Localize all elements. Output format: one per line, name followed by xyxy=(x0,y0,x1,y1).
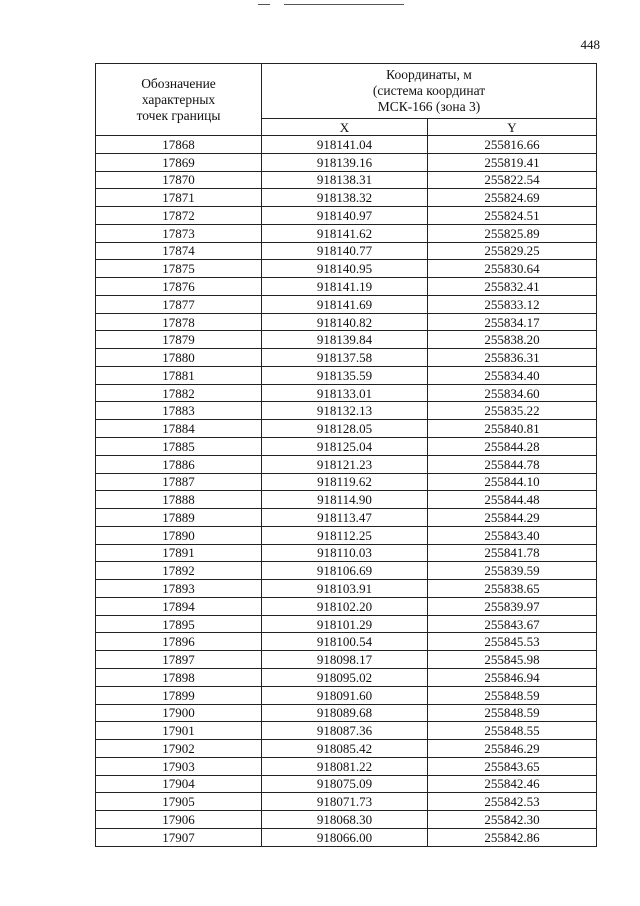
table-row xyxy=(96,171,597,189)
table-row xyxy=(96,295,597,313)
y-coordinate-cell: 255833.12 xyxy=(428,295,597,313)
y-coordinate-cell: 255824.51 xyxy=(428,207,597,225)
point-id-cell: 17870 xyxy=(96,171,262,189)
x-coordinate-cell: 918138.31 xyxy=(262,171,428,189)
point-id-cell: 17889 xyxy=(96,509,262,527)
table-row xyxy=(96,136,597,154)
y-coordinate-cell: 255834.17 xyxy=(428,313,597,331)
x-coordinate-cell: 918141.19 xyxy=(262,278,428,296)
x-coordinate-cell: 918075.09 xyxy=(262,775,428,793)
y-coordinate-cell: 255842.53 xyxy=(428,793,597,811)
point-id-cell: 17896 xyxy=(96,633,262,651)
point-id-cell: 17901 xyxy=(96,722,262,740)
y-coordinate-cell: 255844.29 xyxy=(428,509,597,527)
y-coordinate-cell: 255839.59 xyxy=(428,562,597,580)
point-id-cell: 17903 xyxy=(96,757,262,775)
point-id-cell: 17891 xyxy=(96,544,262,562)
y-coordinate-cell: 255835.22 xyxy=(428,402,597,420)
table-row xyxy=(96,313,597,331)
table-row xyxy=(96,775,597,793)
y-coordinate-cell: 255843.67 xyxy=(428,615,597,633)
table-row xyxy=(96,597,597,615)
y-coordinate-cell: 255845.98 xyxy=(428,651,597,669)
point-id-cell: 17899 xyxy=(96,686,262,704)
table-row xyxy=(96,686,597,704)
point-id-cell: 17900 xyxy=(96,704,262,722)
table-row xyxy=(96,704,597,722)
point-id-cell: 17874 xyxy=(96,242,262,260)
table-row xyxy=(96,580,597,598)
table-row xyxy=(96,420,597,438)
y-coordinate-cell: 255844.48 xyxy=(428,491,597,509)
point-id-cell: 17873 xyxy=(96,224,262,242)
point-id-cell: 17892 xyxy=(96,562,262,580)
top-rule-right xyxy=(284,4,404,5)
table-row xyxy=(96,757,597,775)
y-coordinate-cell: 255839.97 xyxy=(428,597,597,615)
x-coordinate-cell: 918113.47 xyxy=(262,509,428,527)
x-coordinate-cell: 918081.22 xyxy=(262,757,428,775)
table-row xyxy=(96,615,597,633)
table-row xyxy=(96,473,597,491)
table-row xyxy=(96,260,597,278)
table-row xyxy=(96,651,597,669)
point-id-cell: 17872 xyxy=(96,207,262,225)
table-row xyxy=(96,242,597,260)
y-coordinate-cell: 255844.78 xyxy=(428,455,597,473)
x-coordinate-cell: 918101.29 xyxy=(262,615,428,633)
point-id-cell: 17907 xyxy=(96,828,262,846)
point-id-cell: 17895 xyxy=(96,615,262,633)
table-row xyxy=(96,740,597,758)
y-coordinate-cell: 255824.69 xyxy=(428,189,597,207)
x-coordinate-cell: 918071.73 xyxy=(262,793,428,811)
point-id-cell: 17869 xyxy=(96,153,262,171)
point-id-cell: 17905 xyxy=(96,793,262,811)
x-coordinate-cell: 918110.03 xyxy=(262,544,428,562)
point-id-cell: 17894 xyxy=(96,597,262,615)
y-coordinate-cell: 255842.30 xyxy=(428,811,597,829)
x-coordinate-cell: 918114.90 xyxy=(262,491,428,509)
point-id-cell: 17871 xyxy=(96,189,262,207)
point-id-cell: 17877 xyxy=(96,295,262,313)
page-number: 448 xyxy=(580,37,600,52)
y-coordinate-cell: 255843.65 xyxy=(428,757,597,775)
point-id-cell: 17904 xyxy=(96,775,262,793)
point-id-cell: 17884 xyxy=(96,420,262,438)
x-coordinate-cell: 918140.82 xyxy=(262,313,428,331)
y-coordinate-cell: 255844.10 xyxy=(428,473,597,491)
table-row xyxy=(96,793,597,811)
point-id-cell: 17906 xyxy=(96,811,262,829)
table-body xyxy=(96,136,597,847)
table-row xyxy=(96,828,597,846)
x-coordinate-cell: 918121.23 xyxy=(262,455,428,473)
y-coordinate-cell: 255838.65 xyxy=(428,580,597,598)
table-row xyxy=(96,491,597,509)
coordinates-header: Координаты, м (система координат МСК-166 (зона 3) xyxy=(262,64,597,119)
x-coordinate-cell: 918119.62 xyxy=(262,473,428,491)
x-coordinate-cell: 918102.20 xyxy=(262,597,428,615)
x-coordinate-cell: 918125.04 xyxy=(262,438,428,456)
table-row xyxy=(96,438,597,456)
top-rule-left xyxy=(258,4,270,5)
y-coordinate-cell: 255838.20 xyxy=(428,331,597,349)
point-id-cell: 17876 xyxy=(96,278,262,296)
x-coordinate-cell: 918135.59 xyxy=(262,366,428,384)
point-id-cell: 17879 xyxy=(96,331,262,349)
x-column-header: X xyxy=(262,119,428,136)
table-row xyxy=(96,811,597,829)
table-row xyxy=(96,349,597,367)
x-coordinate-cell: 918091.60 xyxy=(262,686,428,704)
table-row xyxy=(96,402,597,420)
x-coordinate-cell: 918103.91 xyxy=(262,580,428,598)
point-id-cell: 17887 xyxy=(96,473,262,491)
y-coordinate-cell: 255840.81 xyxy=(428,420,597,438)
x-coordinate-cell: 918138.32 xyxy=(262,189,428,207)
point-id-cell: 17882 xyxy=(96,384,262,402)
point-id-cell: 17898 xyxy=(96,668,262,686)
y-coordinate-cell: 255848.55 xyxy=(428,722,597,740)
table-row xyxy=(96,153,597,171)
table-row xyxy=(96,189,597,207)
y-coordinate-cell: 255834.40 xyxy=(428,366,597,384)
y-column-header: Y xyxy=(428,119,597,136)
table-row xyxy=(96,331,597,349)
point-id-cell: 17881 xyxy=(96,366,262,384)
point-id-cell: 17893 xyxy=(96,580,262,598)
table-row xyxy=(96,544,597,562)
y-coordinate-cell: 255822.54 xyxy=(428,171,597,189)
y-coordinate-cell: 255843.40 xyxy=(428,526,597,544)
point-id-cell: 17897 xyxy=(96,651,262,669)
x-coordinate-cell: 918128.05 xyxy=(262,420,428,438)
y-coordinate-cell: 255825.89 xyxy=(428,224,597,242)
point-id-cell: 17886 xyxy=(96,455,262,473)
x-coordinate-cell: 918095.02 xyxy=(262,668,428,686)
x-coordinate-cell: 918139.16 xyxy=(262,153,428,171)
table-row xyxy=(96,384,597,402)
table-row xyxy=(96,562,597,580)
y-coordinate-cell: 255816.66 xyxy=(428,136,597,154)
x-coordinate-cell: 918066.00 xyxy=(262,828,428,846)
x-coordinate-cell: 918100.54 xyxy=(262,633,428,651)
table-row xyxy=(96,722,597,740)
point-id-cell: 17875 xyxy=(96,260,262,278)
x-coordinate-cell: 918089.68 xyxy=(262,704,428,722)
x-coordinate-cell: 918140.97 xyxy=(262,207,428,225)
table-row xyxy=(96,455,597,473)
x-coordinate-cell: 918141.62 xyxy=(262,224,428,242)
point-id-cell: 17868 xyxy=(96,136,262,154)
y-coordinate-cell: 255841.78 xyxy=(428,544,597,562)
table-row xyxy=(96,633,597,651)
x-coordinate-cell: 918133.01 xyxy=(262,384,428,402)
point-id-cell: 17880 xyxy=(96,349,262,367)
y-coordinate-cell: 255844.28 xyxy=(428,438,597,456)
x-coordinate-cell: 918098.17 xyxy=(262,651,428,669)
y-coordinate-cell: 255848.59 xyxy=(428,686,597,704)
point-id-cell: 17885 xyxy=(96,438,262,456)
x-coordinate-cell: 918139.84 xyxy=(262,331,428,349)
y-coordinate-cell: 255834.60 xyxy=(428,384,597,402)
x-coordinate-cell: 918112.25 xyxy=(262,526,428,544)
y-coordinate-cell: 255842.86 xyxy=(428,828,597,846)
y-coordinate-cell: 255842.46 xyxy=(428,775,597,793)
point-id-cell: 17902 xyxy=(96,740,262,758)
y-coordinate-cell: 255819.41 xyxy=(428,153,597,171)
x-coordinate-cell: 918106.69 xyxy=(262,562,428,580)
table-row xyxy=(96,668,597,686)
table-row xyxy=(96,366,597,384)
x-coordinate-cell: 918132.13 xyxy=(262,402,428,420)
coordinates-table xyxy=(95,63,597,847)
table-row xyxy=(96,509,597,527)
table-row xyxy=(96,526,597,544)
y-coordinate-cell: 255830.64 xyxy=(428,260,597,278)
table-row xyxy=(96,278,597,296)
x-coordinate-cell: 918140.77 xyxy=(262,242,428,260)
table-row xyxy=(96,224,597,242)
y-coordinate-cell: 255836.31 xyxy=(428,349,597,367)
x-coordinate-cell: 918137.58 xyxy=(262,349,428,367)
point-id-cell: 17878 xyxy=(96,313,262,331)
y-coordinate-cell: 255845.53 xyxy=(428,633,597,651)
y-coordinate-cell: 255832.41 xyxy=(428,278,597,296)
x-coordinate-cell: 918087.36 xyxy=(262,722,428,740)
y-coordinate-cell: 255829.25 xyxy=(428,242,597,260)
x-coordinate-cell: 918141.69 xyxy=(262,295,428,313)
y-coordinate-cell: 255846.29 xyxy=(428,740,597,758)
y-coordinate-cell: 255848.59 xyxy=(428,704,597,722)
x-coordinate-cell: 918140.95 xyxy=(262,260,428,278)
point-id-cell: 17890 xyxy=(96,526,262,544)
point-id-cell: 17888 xyxy=(96,491,262,509)
y-coordinate-cell: 255846.94 xyxy=(428,668,597,686)
x-coordinate-cell: 918085.42 xyxy=(262,740,428,758)
point-designation-header: Обозначение характерных точек границы xyxy=(96,64,262,136)
x-coordinate-cell: 918141.04 xyxy=(262,136,428,154)
point-id-cell: 17883 xyxy=(96,402,262,420)
x-coordinate-cell: 918068.30 xyxy=(262,811,428,829)
table-row xyxy=(96,207,597,225)
